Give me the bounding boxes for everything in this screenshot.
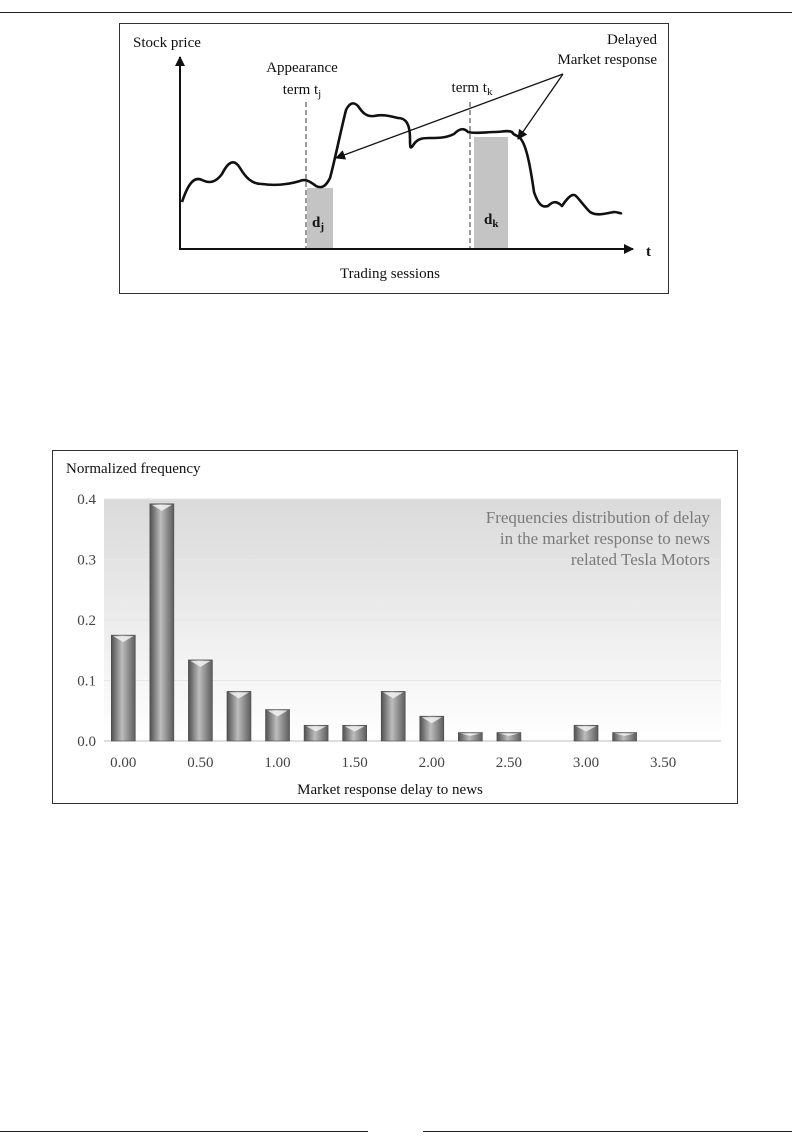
bar	[458, 733, 482, 741]
bar	[304, 725, 328, 741]
footer-rule-right	[423, 1131, 792, 1132]
y-tick-label: 0.2	[77, 613, 96, 629]
market-response-label: Market response	[557, 52, 657, 68]
bar	[343, 725, 367, 741]
diagram-svg	[120, 24, 668, 293]
bar	[227, 691, 251, 741]
x-tick-label: 2.50	[495, 755, 523, 771]
x-axis-title: Market response delay to news	[297, 782, 483, 798]
footer-rule-left	[0, 1131, 368, 1132]
bar-body	[381, 691, 405, 741]
x-tick-label: 0.50	[187, 755, 214, 771]
bar-body	[227, 691, 251, 741]
x-axis-label: Trading sessions	[340, 266, 440, 282]
chart-title-line-3: related Tesla Motors	[570, 550, 710, 569]
y-tick-label: 0.0	[77, 734, 96, 750]
chart-title-line-1: Frequencies distribution of delay	[485, 508, 710, 527]
bar-body	[111, 635, 135, 741]
bar	[150, 504, 174, 741]
dj-label: $d_j$	[312, 215, 325, 233]
x-tick-label: 2.00	[418, 755, 445, 771]
appearance-label: Appearance	[266, 60, 338, 76]
dk-label: $d_k$	[484, 212, 499, 230]
x-tick-label: 3.00	[572, 755, 600, 771]
bar	[574, 725, 598, 741]
delay-region-k	[474, 137, 508, 249]
bar-body	[150, 504, 174, 741]
x-tick-label: 0.00	[110, 755, 137, 771]
y-tick-label: 0.4	[77, 492, 96, 508]
y-tick-label: 0.1	[77, 673, 96, 690]
response-arrow-k	[518, 74, 563, 139]
y-axis-title: Normalized frequency	[66, 461, 201, 477]
bar	[381, 691, 405, 741]
stock-price-diagram	[119, 23, 669, 294]
bar	[111, 635, 135, 741]
x-tick-label: 1.50	[341, 755, 368, 771]
bar	[613, 733, 637, 741]
price-curve	[182, 103, 622, 214]
y-tick-label: 0.3	[77, 552, 96, 569]
chart-title-line-2: in the market response to news	[499, 529, 710, 548]
bar	[497, 733, 521, 741]
t-label: t	[646, 244, 651, 260]
top-rule	[0, 12, 792, 13]
bar-body	[188, 660, 212, 741]
bar	[188, 660, 212, 741]
bar	[420, 716, 444, 741]
bar	[266, 710, 290, 741]
x-tick-label: 3.50	[650, 755, 677, 771]
y-axis-label: Stock price	[133, 35, 201, 51]
term-k-label: term $t_k$	[451, 80, 493, 98]
term-j-label: term $t_j$	[282, 82, 322, 100]
delayed-label: Delayed	[607, 32, 657, 48]
x-tick-label: 1.00	[264, 755, 291, 771]
delay-histogram-chart	[52, 450, 738, 804]
histogram-svg	[53, 451, 737, 803]
